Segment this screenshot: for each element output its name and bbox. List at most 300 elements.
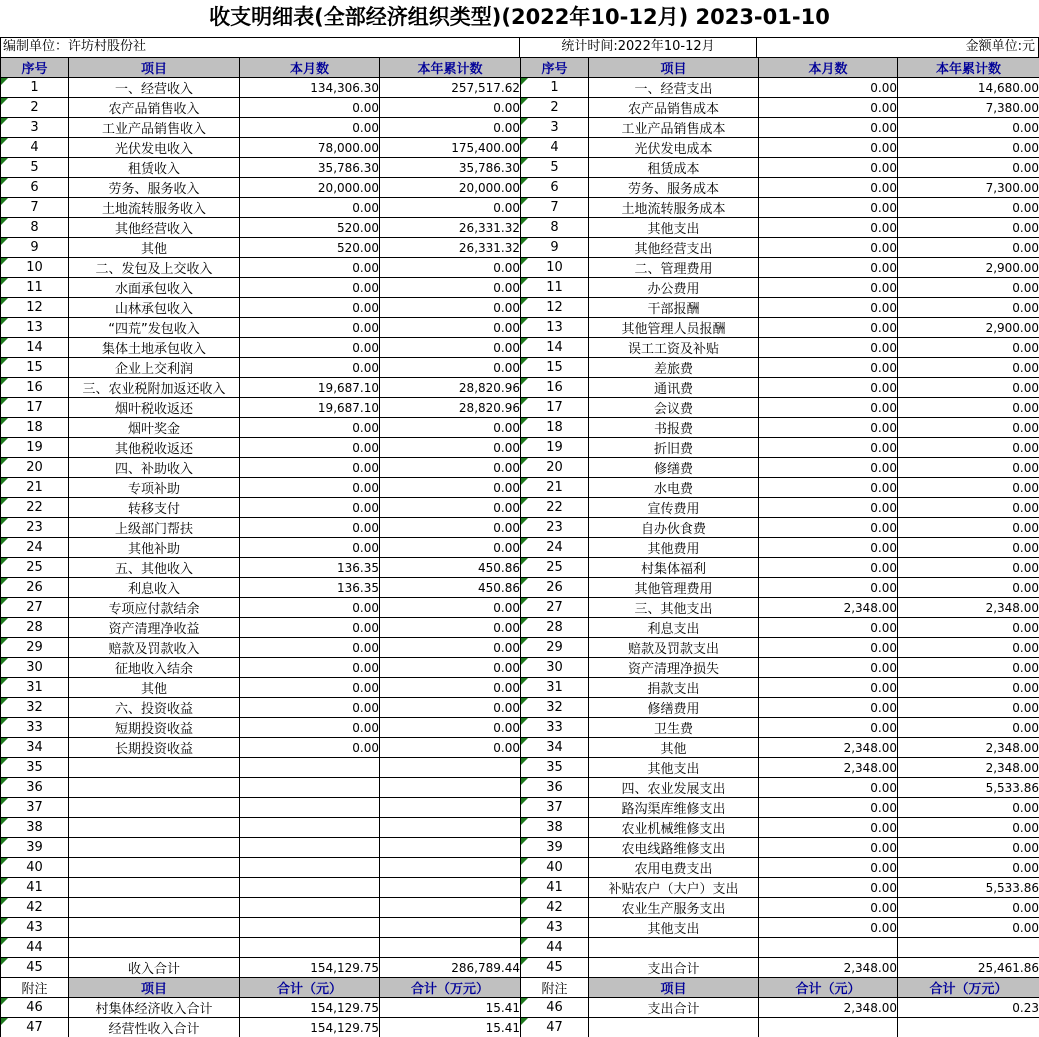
income-item-cell[interactable]: 经营性收入合计 — [69, 1018, 240, 1037]
income-year-cell[interactable]: 15.41 — [380, 1018, 521, 1037]
income-month-cell[interactable]: 0.00 — [240, 358, 380, 378]
expense-month-cell[interactable]: 0.00 — [759, 638, 898, 658]
expense-item-cell[interactable]: 农产品销售成本 — [589, 98, 759, 118]
expense-year-cell[interactable]: 0.00 — [898, 658, 1039, 678]
expense-month-cell[interactable]: 0.00 — [759, 118, 898, 138]
income-seq-cell[interactable] — [1, 98, 69, 118]
expense-seq-cell[interactable] — [521, 918, 589, 938]
income-month-cell[interactable]: 0.00 — [240, 478, 380, 498]
expense-month-cell[interactable]: 0.00 — [759, 718, 898, 738]
income-seq-cell[interactable] — [1, 238, 69, 258]
expense-seq-cell[interactable] — [521, 238, 589, 258]
income-item-cell[interactable] — [69, 798, 240, 818]
expense-item-cell[interactable]: 二、管理费用 — [589, 258, 759, 278]
income-seq-cell[interactable] — [1, 738, 69, 758]
income-seq-cell[interactable] — [1, 578, 69, 598]
expense-month-cell[interactable]: 0.00 — [759, 378, 898, 398]
expense-year-cell[interactable]: 14,680.00 — [898, 78, 1039, 98]
expense-month-cell[interactable]: 0.00 — [759, 178, 898, 198]
expense-month-cell[interactable]: 2,348.00 — [759, 998, 898, 1018]
expense-month-cell[interactable]: 0.00 — [759, 698, 898, 718]
income-seq-cell[interactable] — [1, 998, 69, 1018]
income-month-cell[interactable] — [240, 878, 380, 898]
expense-year-cell[interactable]: 0.00 — [898, 418, 1039, 438]
income-year-cell[interactable]: 20,000.00 — [380, 178, 521, 198]
expense-year-cell[interactable]: 0.00 — [898, 458, 1039, 478]
expense-item-cell[interactable]: 光伏发电成本 — [589, 138, 759, 158]
income-month-cell[interactable]: 0.00 — [240, 638, 380, 658]
income-month-cell[interactable]: 0.00 — [240, 318, 380, 338]
income-year-cell[interactable]: 35,786.30 — [380, 158, 521, 178]
income-month-cell[interactable]: 0.00 — [240, 498, 380, 518]
income-seq-cell[interactable] — [1, 498, 69, 518]
expense-item-cell[interactable]: 支出合计 — [589, 998, 759, 1018]
income-month-cell[interactable]: 0.00 — [240, 98, 380, 118]
expense-month-cell[interactable]: 0.00 — [759, 798, 898, 818]
income-month-cell[interactable] — [240, 898, 380, 918]
expense-seq-cell[interactable] — [521, 658, 589, 678]
income-note-item-header[interactable]: 项目 — [69, 978, 240, 998]
expense-month-cell[interactable]: 0.00 — [759, 858, 898, 878]
income-month-cell[interactable]: 0.00 — [240, 518, 380, 538]
expense-item-cell[interactable]: 土地流转服务成本 — [589, 198, 759, 218]
income-seq-cell[interactable] — [1, 118, 69, 138]
expense-seq-cell[interactable] — [521, 818, 589, 838]
expense-item-cell[interactable]: 会议费 — [589, 398, 759, 418]
income-seq-cell[interactable] — [1, 558, 69, 578]
income-item-cell[interactable]: 长期投资收益 — [69, 738, 240, 758]
expense-year-cell[interactable]: 0.00 — [898, 138, 1039, 158]
expense-month-cell[interactable]: 0.00 — [759, 518, 898, 538]
expense-seq-cell[interactable] — [521, 998, 589, 1018]
expense-month-cell[interactable]: 0.00 — [759, 238, 898, 258]
expense-year-cell[interactable]: 0.00 — [898, 398, 1039, 418]
expense-year-cell[interactable]: 0.00 — [898, 198, 1039, 218]
expense-seq-cell[interactable] — [521, 758, 589, 778]
expense-year-cell[interactable] — [898, 1018, 1039, 1037]
income-item-cell[interactable]: 六、投资收益 — [69, 698, 240, 718]
expense-seq-cell[interactable] — [521, 418, 589, 438]
income-year-cell[interactable] — [380, 898, 521, 918]
expense-item-cell[interactable]: 村集体福利 — [589, 558, 759, 578]
expense-item-cell[interactable]: 利息支出 — [589, 618, 759, 638]
income-month-cell[interactable]: 154,129.75 — [240, 998, 380, 1018]
expense-month-cell[interactable]: 0.00 — [759, 558, 898, 578]
income-item-cell[interactable]: 征地收入结余 — [69, 658, 240, 678]
income-year-cell[interactable]: 0.00 — [380, 418, 521, 438]
expense-seq-cell[interactable] — [521, 718, 589, 738]
income-item-cell[interactable]: 其他 — [69, 678, 240, 698]
income-item-cell[interactable]: 劳务、服务收入 — [69, 178, 240, 198]
income-month-cell[interactable] — [240, 858, 380, 878]
expense-month-cell[interactable]: 0.00 — [759, 478, 898, 498]
income-month-header[interactable]: 本月数 — [240, 58, 380, 78]
income-seq-cell[interactable] — [1, 178, 69, 198]
income-seq-cell[interactable] — [1, 438, 69, 458]
expense-item-header[interactable]: 项目 — [589, 58, 759, 78]
income-item-cell[interactable]: 工业产品销售收入 — [69, 118, 240, 138]
expense-month-cell[interactable] — [759, 1018, 898, 1037]
income-item-cell[interactable] — [69, 818, 240, 838]
expense-item-cell[interactable]: 补贴农户（大户）支出 — [589, 878, 759, 898]
expense-item-cell[interactable]: 干部报酬 — [589, 298, 759, 318]
income-year-cell[interactable]: 175,400.00 — [380, 138, 521, 158]
income-month-cell[interactable]: 19,687.10 — [240, 378, 380, 398]
income-month-cell[interactable]: 136.35 — [240, 578, 380, 598]
income-year-cell[interactable]: 0.00 — [380, 98, 521, 118]
income-item-cell[interactable]: “四荒”发包收入 — [69, 318, 240, 338]
income-year-cell[interactable] — [380, 758, 521, 778]
income-year-cell[interactable]: 0.00 — [380, 738, 521, 758]
expense-month-cell[interactable]: 0.00 — [759, 778, 898, 798]
expense-month-cell[interactable]: 0.00 — [759, 398, 898, 418]
income-year-cell[interactable]: 0.00 — [380, 478, 521, 498]
income-seq-cell[interactable] — [1, 198, 69, 218]
expense-year-cell[interactable]: 0.00 — [898, 558, 1039, 578]
expense-item-cell[interactable]: 路沟渠库维修支出 — [589, 798, 759, 818]
expense-year-cell[interactable]: 0.00 — [898, 818, 1039, 838]
income-year-cell[interactable] — [380, 818, 521, 838]
income-year-cell[interactable]: 0.00 — [380, 618, 521, 638]
income-month-cell[interactable]: 35,786.30 — [240, 158, 380, 178]
expense-year-cell[interactable]: 2,348.00 — [898, 758, 1039, 778]
expense-seq-cell[interactable] — [521, 138, 589, 158]
expense-seq-cell[interactable] — [521, 858, 589, 878]
expense-month-cell[interactable]: 0.00 — [759, 538, 898, 558]
expense-item-cell[interactable]: 农电线路维修支出 — [589, 838, 759, 858]
income-item-cell[interactable]: 企业上交利润 — [69, 358, 240, 378]
expense-month-cell[interactable]: 2,348.00 — [759, 958, 898, 978]
expense-seq-cell[interactable] — [521, 738, 589, 758]
income-year-cell[interactable]: 28,820.96 — [380, 398, 521, 418]
expense-seq-cell[interactable] — [521, 938, 589, 958]
expense-item-cell[interactable] — [589, 1018, 759, 1037]
expense-seq-cell[interactable] — [521, 598, 589, 618]
income-seq-cell[interactable] — [1, 778, 69, 798]
expense-year-cell[interactable]: 0.00 — [898, 378, 1039, 398]
income-seq-cell[interactable] — [1, 78, 69, 98]
expense-seq-cell[interactable] — [521, 498, 589, 518]
income-year-cell[interactable]: 0.00 — [380, 198, 521, 218]
income-year-header[interactable]: 本年累计数 — [380, 58, 521, 78]
expense-month-cell[interactable]: 0.00 — [759, 138, 898, 158]
income-item-cell[interactable]: 土地流转服务收入 — [69, 198, 240, 218]
income-month-cell[interactable] — [240, 758, 380, 778]
income-year-cell[interactable]: 0.00 — [380, 698, 521, 718]
income-year-cell[interactable]: 0.00 — [380, 598, 521, 618]
income-seq-cell[interactable] — [1, 298, 69, 318]
income-month-cell[interactable] — [240, 818, 380, 838]
income-month-cell[interactable]: 0.00 — [240, 618, 380, 638]
income-item-cell[interactable]: 水面承包收入 — [69, 278, 240, 298]
income-item-cell[interactable]: 农产品销售收入 — [69, 98, 240, 118]
income-year-cell[interactable]: 0.00 — [380, 338, 521, 358]
income-year-cell[interactable]: 0.00 — [380, 358, 521, 378]
income-item-cell[interactable] — [69, 778, 240, 798]
expense-seq-cell[interactable] — [521, 898, 589, 918]
income-year-cell[interactable]: 0.00 — [380, 678, 521, 698]
expense-seq-cell[interactable] — [521, 838, 589, 858]
income-seq-cell[interactable] — [1, 1018, 69, 1037]
expense-item-cell[interactable]: 劳务、服务成本 — [589, 178, 759, 198]
income-item-cell[interactable]: 四、补助收入 — [69, 458, 240, 478]
expense-year-cell[interactable]: 25,461.86 — [898, 958, 1039, 978]
income-item-cell[interactable]: 一、经营收入 — [69, 78, 240, 98]
expense-seq-cell[interactable] — [521, 158, 589, 178]
income-seq-cell[interactable] — [1, 518, 69, 538]
income-year-cell[interactable]: 0.00 — [380, 118, 521, 138]
income-item-cell[interactable]: 其他经营收入 — [69, 218, 240, 238]
expense-seq-cell[interactable] — [521, 1018, 589, 1037]
expense-year-cell[interactable]: 2,348.00 — [898, 598, 1039, 618]
income-seq-cell[interactable] — [1, 718, 69, 738]
expense-year-cell[interactable]: 0.00 — [898, 358, 1039, 378]
expense-year-cell[interactable]: 0.00 — [898, 858, 1039, 878]
expense-year-cell[interactable]: 0.00 — [898, 898, 1039, 918]
expense-month-cell[interactable]: 0.00 — [759, 438, 898, 458]
expense-item-cell[interactable]: 误工工资及补贴 — [589, 338, 759, 358]
expense-year-cell[interactable]: 7,380.00 — [898, 98, 1039, 118]
expense-seq-header[interactable]: 序号 — [521, 58, 589, 78]
income-seq-cell[interactable] — [1, 798, 69, 818]
expense-item-cell[interactable]: 其他支出 — [589, 758, 759, 778]
expense-month-cell[interactable]: 0.00 — [759, 358, 898, 378]
income-seq-cell[interactable] — [1, 898, 69, 918]
expense-seq-cell[interactable] — [521, 678, 589, 698]
income-item-header[interactable]: 项目 — [69, 58, 240, 78]
expense-seq-cell[interactable] — [521, 178, 589, 198]
expense-seq-cell[interactable] — [521, 438, 589, 458]
expense-item-cell[interactable]: 农业机械维修支出 — [589, 818, 759, 838]
expense-seq-cell[interactable] — [521, 338, 589, 358]
expense-month-cell[interactable]: 0.00 — [759, 338, 898, 358]
expense-month-cell[interactable]: 0.00 — [759, 838, 898, 858]
income-month-cell[interactable]: 0.00 — [240, 118, 380, 138]
expense-month-header[interactable]: 本月数 — [759, 58, 898, 78]
income-note-total-wan-header[interactable]: 合计（万元） — [380, 978, 521, 998]
expense-item-cell[interactable]: 支出合计 — [589, 958, 759, 978]
expense-month-cell[interactable]: 0.00 — [759, 78, 898, 98]
income-year-cell[interactable]: 0.00 — [380, 278, 521, 298]
expense-item-cell[interactable]: 其他管理人员报酬 — [589, 318, 759, 338]
expense-month-cell[interactable]: 0.00 — [759, 498, 898, 518]
income-seq-cell[interactable] — [1, 458, 69, 478]
income-year-cell[interactable]: 0.00 — [380, 518, 521, 538]
income-item-cell[interactable]: 利息收入 — [69, 578, 240, 598]
income-seq-cell[interactable] — [1, 338, 69, 358]
expense-seq-cell[interactable] — [521, 638, 589, 658]
expense-month-cell[interactable]: 0.00 — [759, 878, 898, 898]
income-item-cell[interactable]: 二、发包及上交收入 — [69, 258, 240, 278]
income-seq-cell[interactable] — [1, 638, 69, 658]
income-seq-cell[interactable] — [1, 138, 69, 158]
expense-item-cell[interactable]: 租赁成本 — [589, 158, 759, 178]
expense-month-cell[interactable]: 0.00 — [759, 418, 898, 438]
income-item-cell[interactable]: 村集体经济收入合计 — [69, 998, 240, 1018]
income-month-cell[interactable]: 0.00 — [240, 418, 380, 438]
expense-seq-cell[interactable] — [521, 878, 589, 898]
expense-item-cell[interactable]: 折旧费 — [589, 438, 759, 458]
expense-item-cell[interactable]: 自办伙食费 — [589, 518, 759, 538]
income-seq-cell[interactable] — [1, 758, 69, 778]
income-item-cell[interactable]: 专项应付款结余 — [69, 598, 240, 618]
income-year-cell[interactable]: 0.00 — [380, 638, 521, 658]
income-item-cell[interactable]: 其他补助 — [69, 538, 240, 558]
expense-item-cell[interactable]: 其他费用 — [589, 538, 759, 558]
income-item-cell[interactable] — [69, 918, 240, 938]
income-seq-cell[interactable] — [1, 878, 69, 898]
expense-month-cell[interactable]: 0.00 — [759, 918, 898, 938]
income-year-cell[interactable]: 450.86 — [380, 558, 521, 578]
income-year-cell[interactable]: 0.00 — [380, 318, 521, 338]
expense-year-cell[interactable]: 0.00 — [898, 678, 1039, 698]
income-item-cell[interactable]: 收入合计 — [69, 958, 240, 978]
income-item-cell[interactable]: 租赁收入 — [69, 158, 240, 178]
income-month-cell[interactable]: 134,306.30 — [240, 78, 380, 98]
income-seq-cell[interactable] — [1, 158, 69, 178]
income-seq-cell[interactable] — [1, 938, 69, 958]
expense-month-cell[interactable]: 0.00 — [759, 298, 898, 318]
income-item-cell[interactable]: 赔款及罚款收入 — [69, 638, 240, 658]
expense-month-cell[interactable]: 0.00 — [759, 278, 898, 298]
income-year-cell[interactable]: 286,789.44 — [380, 958, 521, 978]
expense-year-cell[interactable]: 0.00 — [898, 218, 1039, 238]
expense-month-cell[interactable]: 2,348.00 — [759, 758, 898, 778]
income-seq-cell[interactable] — [1, 478, 69, 498]
expense-year-cell[interactable]: 2,900.00 — [898, 258, 1039, 278]
expense-year-cell[interactable]: 7,300.00 — [898, 178, 1039, 198]
expense-item-cell[interactable]: 差旅费 — [589, 358, 759, 378]
income-month-cell[interactable]: 19,687.10 — [240, 398, 380, 418]
expense-year-cell[interactable]: 5,533.86 — [898, 778, 1039, 798]
expense-year-cell[interactable]: 0.00 — [898, 238, 1039, 258]
expense-item-cell[interactable]: 修缮费用 — [589, 698, 759, 718]
income-month-cell[interactable] — [240, 778, 380, 798]
expense-year-cell[interactable]: 0.00 — [898, 838, 1039, 858]
income-year-cell[interactable]: 26,331.32 — [380, 238, 521, 258]
expense-month-cell[interactable]: 0.00 — [759, 258, 898, 278]
income-seq-cell[interactable] — [1, 838, 69, 858]
expense-note-label-cell[interactable]: 附注 — [521, 978, 589, 998]
income-item-cell[interactable]: 光伏发电收入 — [69, 138, 240, 158]
income-item-cell[interactable] — [69, 838, 240, 858]
expense-seq-cell[interactable] — [521, 258, 589, 278]
income-month-cell[interactable]: 0.00 — [240, 698, 380, 718]
income-month-cell[interactable]: 20,000.00 — [240, 178, 380, 198]
income-item-cell[interactable]: 资产清理净收益 — [69, 618, 240, 638]
expense-year-cell[interactable]: 5,533.86 — [898, 878, 1039, 898]
expense-seq-cell[interactable] — [521, 78, 589, 98]
income-seq-cell[interactable] — [1, 598, 69, 618]
expense-item-cell[interactable]: 办公费用 — [589, 278, 759, 298]
expense-year-cell[interactable]: 0.00 — [898, 118, 1039, 138]
income-note-label-cell[interactable]: 附注 — [1, 978, 69, 998]
expense-seq-cell[interactable] — [521, 298, 589, 318]
expense-item-cell[interactable]: 宣传费用 — [589, 498, 759, 518]
income-year-cell[interactable] — [380, 838, 521, 858]
expense-year-cell[interactable]: 0.00 — [898, 158, 1039, 178]
income-seq-cell[interactable] — [1, 958, 69, 978]
income-year-cell[interactable]: 0.00 — [380, 298, 521, 318]
income-year-cell[interactable]: 0.00 — [380, 438, 521, 458]
income-month-cell[interactable]: 0.00 — [240, 458, 380, 478]
income-year-cell[interactable]: 0.00 — [380, 718, 521, 738]
expense-item-cell[interactable]: 捐款支出 — [589, 678, 759, 698]
expense-seq-cell[interactable] — [521, 118, 589, 138]
expense-month-cell[interactable]: 2,348.00 — [759, 598, 898, 618]
income-seq-cell[interactable] — [1, 258, 69, 278]
expense-note-item-header[interactable]: 项目 — [589, 978, 759, 998]
expense-month-cell[interactable]: 0.00 — [759, 98, 898, 118]
income-item-cell[interactable] — [69, 878, 240, 898]
income-month-cell[interactable]: 154,129.75 — [240, 1018, 380, 1037]
income-item-cell[interactable]: 转移支付 — [69, 498, 240, 518]
expense-item-cell[interactable]: 一、经营支出 — [589, 78, 759, 98]
expense-seq-cell[interactable] — [521, 578, 589, 598]
expense-year-cell[interactable]: 0.00 — [898, 338, 1039, 358]
income-year-cell[interactable]: 0.00 — [380, 498, 521, 518]
expense-item-cell[interactable]: 三、其他支出 — [589, 598, 759, 618]
income-seq-cell[interactable] — [1, 378, 69, 398]
expense-item-cell[interactable]: 四、农业发展支出 — [589, 778, 759, 798]
income-year-cell[interactable]: 0.00 — [380, 538, 521, 558]
income-seq-cell[interactable] — [1, 418, 69, 438]
expense-month-cell[interactable]: 0.00 — [759, 658, 898, 678]
expense-year-header[interactable]: 本年累计数 — [898, 58, 1039, 78]
expense-seq-cell[interactable] — [521, 538, 589, 558]
income-year-cell[interactable] — [380, 858, 521, 878]
income-year-cell[interactable]: 0.00 — [380, 258, 521, 278]
expense-month-cell[interactable]: 0.00 — [759, 218, 898, 238]
income-month-cell[interactable]: 0.00 — [240, 718, 380, 738]
income-seq-cell[interactable] — [1, 398, 69, 418]
income-month-cell[interactable]: 0.00 — [240, 738, 380, 758]
expense-seq-cell[interactable] — [521, 698, 589, 718]
expense-year-cell[interactable]: 0.00 — [898, 638, 1039, 658]
income-year-cell[interactable] — [380, 778, 521, 798]
expense-year-cell[interactable] — [898, 938, 1039, 958]
income-seq-cell[interactable] — [1, 278, 69, 298]
expense-year-cell[interactable]: 0.00 — [898, 618, 1039, 638]
expense-month-cell[interactable]: 0.00 — [759, 458, 898, 478]
expense-item-cell[interactable]: 农用电费支出 — [589, 858, 759, 878]
income-month-cell[interactable]: 0.00 — [240, 598, 380, 618]
income-month-cell[interactable]: 0.00 — [240, 278, 380, 298]
expense-seq-cell[interactable] — [521, 958, 589, 978]
income-seq-cell[interactable] — [1, 218, 69, 238]
income-seq-cell[interactable] — [1, 618, 69, 638]
expense-month-cell[interactable]: 0.00 — [759, 578, 898, 598]
income-year-cell[interactable] — [380, 798, 521, 818]
income-year-cell[interactable]: 15.41 — [380, 998, 521, 1018]
income-item-cell[interactable]: 烟叶奖金 — [69, 418, 240, 438]
expense-month-cell[interactable]: 0.00 — [759, 318, 898, 338]
expense-year-cell[interactable]: 0.00 — [898, 518, 1039, 538]
expense-seq-cell[interactable] — [521, 618, 589, 638]
income-item-cell[interactable]: 五、其他收入 — [69, 558, 240, 578]
income-item-cell[interactable]: 其他 — [69, 238, 240, 258]
income-month-cell[interactable]: 78,000.00 — [240, 138, 380, 158]
expense-seq-cell[interactable] — [521, 478, 589, 498]
expense-year-cell[interactable]: 0.00 — [898, 578, 1039, 598]
expense-month-cell[interactable]: 0.00 — [759, 898, 898, 918]
expense-item-cell[interactable]: 其他 — [589, 738, 759, 758]
income-item-cell[interactable] — [69, 758, 240, 778]
expense-year-cell[interactable]: 0.00 — [898, 698, 1039, 718]
expense-year-cell[interactable]: 0.00 — [898, 498, 1039, 518]
expense-year-cell[interactable]: 2,900.00 — [898, 318, 1039, 338]
income-month-cell[interactable]: 0.00 — [240, 538, 380, 558]
